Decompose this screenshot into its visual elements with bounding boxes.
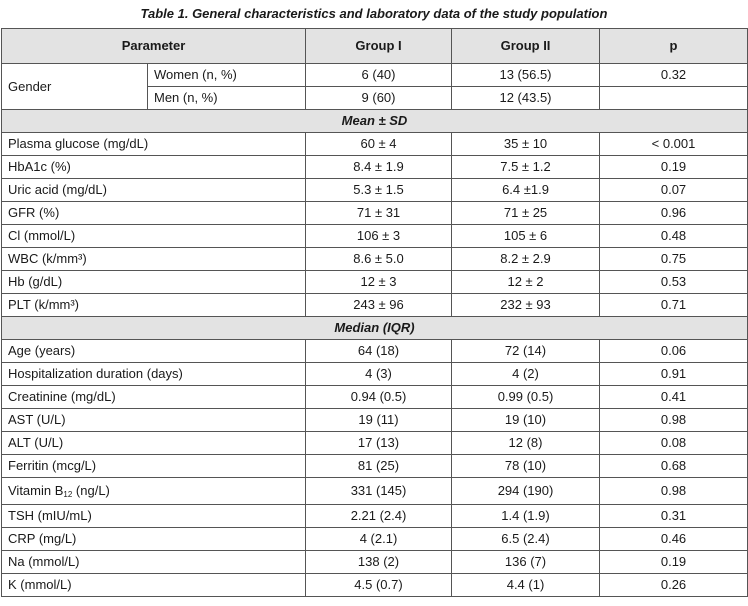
row-label: Ferritin (mcg/L) [2, 455, 306, 478]
row-p: 0.48 [600, 225, 748, 248]
row-p: 0.96 [600, 202, 748, 225]
row-group1: 4.5 (0.7) [306, 574, 452, 597]
row-group2: 136 (7) [452, 551, 600, 574]
row-p: 0.06 [600, 340, 748, 363]
header-group2: Group II [452, 29, 600, 64]
vitamin-b12-p: 0.98 [600, 478, 748, 505]
section-median-iqr: Median (IQR) [2, 317, 748, 340]
row-label: Hb (g/dL) [2, 271, 306, 294]
row-group2: 12 (8) [452, 432, 600, 455]
row-group2: 7.5 ± 1.2 [452, 156, 600, 179]
vitamin-b12-label [2, 478, 306, 505]
vitamin-b12-subscript: 12 [63, 490, 73, 499]
table-row [2, 432, 748, 455]
row-p: 0.71 [600, 294, 748, 317]
table-row [2, 133, 748, 156]
row-p: 0.19 [600, 156, 748, 179]
table-row [2, 528, 748, 551]
row-group2: 72 (14) [452, 340, 600, 363]
gender-label: Gender [2, 64, 148, 110]
row-group1: 17 (13) [306, 432, 452, 455]
row-group1: 2.21 (2.4) [306, 505, 452, 528]
row-group2: 0.99 (0.5) [452, 386, 600, 409]
header-parameter: Parameter [2, 29, 306, 64]
row-group1: 5.3 ± 1.5 [306, 179, 452, 202]
table-row [2, 271, 748, 294]
vitamin-b12-group2: 294 (190) [452, 478, 600, 505]
row-label: AST (U/L) [2, 409, 306, 432]
row-label: TSH (mIU/mL) [2, 505, 306, 528]
table-row [2, 202, 748, 225]
row-label: HbA1c (%) [2, 156, 306, 179]
header-row [2, 29, 748, 64]
row-group2: 232 ± 93 [452, 294, 600, 317]
men-group2: 12 (43.5) [452, 87, 600, 110]
row-p: 0.46 [600, 528, 748, 551]
row-group2: 78 (10) [452, 455, 600, 478]
row-p: 0.91 [600, 363, 748, 386]
table-row [2, 551, 748, 574]
vitamin-b12-group1: 331 (145) [306, 478, 452, 505]
row-group2: 4 (2) [452, 363, 600, 386]
vitamin-b12-unit: (ng/L) [72, 483, 110, 498]
section-mean-sd: Mean ± SD [2, 110, 748, 133]
row-p: 0.68 [600, 455, 748, 478]
women-p: 0.32 [600, 64, 748, 87]
row-p: 0.19 [600, 551, 748, 574]
row-group2: 1.4 (1.9) [452, 505, 600, 528]
row-p: 0.53 [600, 271, 748, 294]
row-label: Na (mmol/L) [2, 551, 306, 574]
row-group1: 138 (2) [306, 551, 452, 574]
row-group2: 71 ± 25 [452, 202, 600, 225]
row-group1: 64 (18) [306, 340, 452, 363]
vitamin-b12-label-text: Vitamin B [8, 483, 64, 498]
row-group1: 60 ± 4 [306, 133, 452, 156]
row-p: 0.31 [600, 505, 748, 528]
row-group2: 35 ± 10 [452, 133, 600, 156]
row-p: < 0.001 [600, 133, 748, 156]
women-group2: 13 (56.5) [452, 64, 600, 87]
table-row [2, 179, 748, 202]
header-group1: Group I [306, 29, 452, 64]
men-p [600, 87, 748, 110]
table-row [2, 505, 748, 528]
row-label: Age (years) [2, 340, 306, 363]
row-group2: 105 ± 6 [452, 225, 600, 248]
table-row [2, 363, 748, 386]
row-group1: 243 ± 96 [306, 294, 452, 317]
women-label: Women (n, %) [148, 64, 306, 87]
row-group1: 4 (3) [306, 363, 452, 386]
row-group2: 12 ± 2 [452, 271, 600, 294]
table-row [2, 386, 748, 409]
table-row [2, 409, 748, 432]
row-p: 0.41 [600, 386, 748, 409]
row-group2: 4.4 (1) [452, 574, 600, 597]
section-median-row [2, 317, 748, 340]
row-p: 0.75 [600, 248, 748, 271]
table-row [2, 225, 748, 248]
table-row [2, 248, 748, 271]
men-label: Men (n, %) [148, 87, 306, 110]
section-mean-row [2, 110, 748, 133]
table-row [2, 156, 748, 179]
row-label: GFR (%) [2, 202, 306, 225]
row-label: Cl (mmol/L) [2, 225, 306, 248]
men-group1: 9 (60) [306, 87, 452, 110]
table-row [2, 455, 748, 478]
row-p: 0.98 [600, 409, 748, 432]
row-label: PLT (k/mm³) [2, 294, 306, 317]
header-p: p [600, 29, 748, 64]
table-row [2, 574, 748, 597]
row-group1: 106 ± 3 [306, 225, 452, 248]
row-group1: 4 (2.1) [306, 528, 452, 551]
women-group1: 6 (40) [306, 64, 452, 87]
row-group1: 8.6 ± 5.0 [306, 248, 452, 271]
row-label: Hospitalization duration (days) [2, 363, 306, 386]
row-group2: 6.4 ±1.9 [452, 179, 600, 202]
table-caption: Table 1. General characteristics and laboratory data of the study population [140, 6, 608, 21]
table-row [2, 294, 748, 317]
characteristics-table [1, 28, 748, 597]
row-group1: 71 ± 31 [306, 202, 452, 225]
row-group1: 12 ± 3 [306, 271, 452, 294]
row-p: 0.08 [600, 432, 748, 455]
row-label: Plasma glucose (mg/dL) [2, 133, 306, 156]
row-p: 0.07 [600, 179, 748, 202]
row-group2: 19 (10) [452, 409, 600, 432]
row-label: WBC (k/mm³) [2, 248, 306, 271]
table-row [2, 340, 748, 363]
row-label: K (mmol/L) [2, 574, 306, 597]
row-p: 0.26 [600, 574, 748, 597]
row-label: CRP (mg/L) [2, 528, 306, 551]
row-group1: 0.94 (0.5) [306, 386, 452, 409]
row-label: Uric acid (mg/dL) [2, 179, 306, 202]
row-group1: 8.4 ± 1.9 [306, 156, 452, 179]
row-group2: 6.5 (2.4) [452, 528, 600, 551]
row-label: ALT (U/L) [2, 432, 306, 455]
gender-women-row [2, 64, 748, 87]
row-label: Creatinine (mg/dL) [2, 386, 306, 409]
row-group1: 81 (25) [306, 455, 452, 478]
row-group2: 8.2 ± 2.9 [452, 248, 600, 271]
row-group1: 19 (11) [306, 409, 452, 432]
vitamin-b12-row [2, 478, 748, 505]
